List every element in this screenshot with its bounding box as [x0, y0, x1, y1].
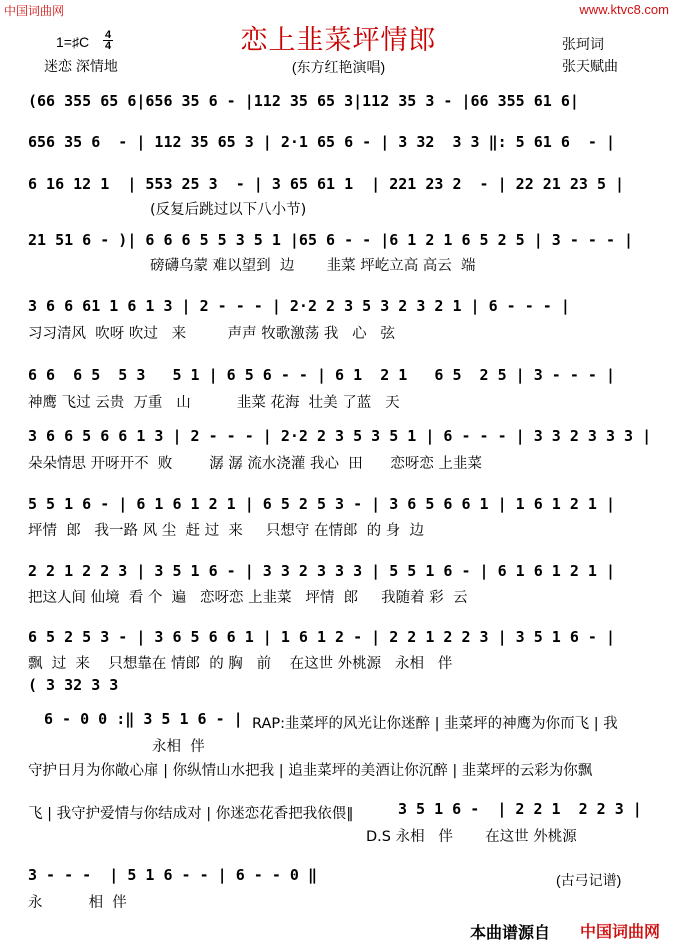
- time-top: 4: [104, 29, 112, 41]
- lyrics-line-8: 坪情 郎 我一路 风 尘 赶 过 来 只想守 在情郎 的 身 边: [28, 523, 425, 539]
- key-signature: 1=♯C: [56, 34, 90, 50]
- lyrics-line-5: 习习清风 吹呀 吹过 来 声声 牧歌激荡 我 心 弦: [28, 326, 396, 342]
- notation-line-15: 3 - - - | 5 1 6 - - | 6 - - 0 ‖: [28, 866, 317, 884]
- lyrics-line-6: 神鹰 飞过 云贵 万重 山 韭菜 花海 壮美 了蓝 天: [28, 395, 400, 411]
- notation-line-4: 21 51 6 - )| 6 6 6 5 5 3 5 1 |65 6 - - |6 1 2 1 6 5 2 5 | 3 - - - |: [28, 231, 634, 249]
- watermark-right: www.ktvc8.com: [579, 2, 669, 17]
- notation-line-3: 6 16 12 1 | 553 25 3 - | 3 65 61 1 | 221 23 2 - | 22 21 23 5 |: [28, 175, 625, 193]
- notation-line-8: 5 5 1 6 - | 6 1 6 1 2 1 | 6 5 2 5 3 - | 3 6 5 6 6 1 | 1 6 1 2 1 |: [28, 495, 615, 513]
- time-bottom: 4: [104, 40, 112, 52]
- time-signature: [103, 30, 113, 51]
- notation-line-7: 3 6 6 5 6 6 1 3 | 2 - - - | 2·2 2 3 5 3 5 1 | 6 - - - | 3 3 2 3 3 3 |: [28, 427, 652, 445]
- recorder-credit: (古弓记谱): [556, 872, 622, 888]
- notation-line-2: 656 35 6 - | 112 35 65 3 | 2·1 65 6 - | 3 32 3 3 ‖: 5 61 6 - |: [28, 133, 615, 151]
- footer-watermark: 中国词曲网: [580, 924, 661, 941]
- song-title: 恋上韭菜坪情郎: [240, 25, 437, 56]
- singer: (东方红艳演唱): [291, 59, 386, 75]
- lyrics-line-7: 朵朵情思 开呀开不 败 潺 潺 流水浇灌 我心 田 恋呀恋 上韭菜: [28, 456, 483, 472]
- lyrics-line-14: D.S 永相 伴 在这世 外桃源: [366, 829, 577, 845]
- lyricist: 张珂词: [562, 36, 604, 52]
- notation-line-10: 6 5 2 5 3 - | 3 6 5 6 6 1 | 1 6 1 2 - | 2 2 1 2 2 3 | 3 5 1 6 - |: [28, 628, 615, 646]
- rap-line-2: 守护日月为你敞心扉 | 你纵情山水把我 | 追韭菜坪的美酒让你沉醉 | 韭菜坪的云彩为你飘: [28, 763, 593, 779]
- notation-line-14: 3 5 1 6 - | 2 2 1 2 2 3 |: [398, 800, 642, 818]
- lyrics-line-15: 永 相 伴: [28, 895, 127, 911]
- lyrics-line-9: 把这人间 仙境 看 个 遍 恋呀恋 上韭菜 坪情 郎 我随着 彩 云: [28, 590, 468, 606]
- notation-line-6: 6 6 6 5 5 3 5 1 | 6 5 6 - - | 6 1 2 1 6 5 2 5 | 3 - - - |: [28, 366, 615, 384]
- lyrics-line-10: 飘 过 来 只想靠在 情郎 的 胸 前 在这世 外桃源 永相 伴: [28, 656, 453, 672]
- rap-line-1: RAP:韭菜坪的风光让你迷醉 | 韭菜坪的神鹰为你而飞 | 我: [252, 716, 618, 732]
- watermark-left: 中国词曲网: [4, 4, 65, 18]
- notation-line-11: ( 3 32 3 3: [28, 676, 128, 694]
- lyrics-line-4: 磅礴乌蒙 难以望到 边 韭菜 坪屹立高 高云 端: [150, 258, 476, 274]
- notation-line-9: 2 2 1 2 2 3 | 3 5 1 6 - | 3 3 2 3 3 3 | 5 5 1 6 - | 6 1 6 1 2 1 |: [28, 562, 615, 580]
- composer: 张天赋曲: [562, 58, 618, 74]
- footer-source: 本曲谱源自: [470, 925, 551, 942]
- notation-line-5: 3 6 6 61 1 6 1 3 | 2 - - - | 2·2 2 3 5 3 2 3 2 1 | 6 - - - |: [28, 297, 570, 315]
- tempo-marking: 迷恋 深情地: [44, 58, 118, 74]
- lyrics-line-12: 永相 伴: [152, 739, 205, 755]
- notation-line-1: (66 355 65 6|656 35 6 - |112 35 65 3|112 35 3 - |66 355 61 6|: [28, 92, 579, 110]
- repeat-note: (反复后跳过以下八小节): [150, 202, 307, 218]
- rap-line-3: 飞 | 我守护爱情与你结成对 | 你迷恋花香把我依偎‖: [28, 806, 354, 822]
- notation-line-12: 6 - 0 0 :‖ 3 5 1 6 - |: [44, 710, 243, 728]
